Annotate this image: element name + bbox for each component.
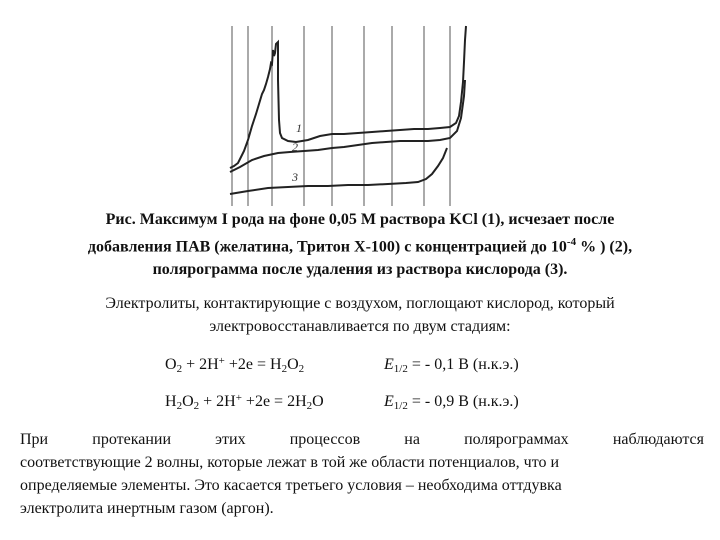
curve-label-3: 3 (292, 170, 298, 184)
potential-value: = - 0,1 В (н.к.э.) (407, 356, 519, 373)
intro-line: Электролиты, контактирующие с воздухом, поглощают кислород, который (105, 295, 615, 312)
reaction-subscript: 2 (193, 400, 200, 412)
caption-line: полярограмма после удаления из раствора кислорода (3). (152, 261, 568, 279)
polarogram-svg (228, 20, 472, 206)
reaction-text: O (182, 393, 194, 410)
reaction-text: + 2H (199, 393, 236, 410)
reaction-2 (165, 392, 324, 412)
reaction-subscript: 2 (176, 363, 183, 375)
reaction-subscript: 2 (298, 363, 305, 375)
intro-line: электровосстанавливается по двум стадиям: (209, 318, 511, 335)
potential-1 (384, 355, 519, 375)
figure-caption (10, 208, 710, 281)
closing-word: наблюдаются (612, 431, 704, 448)
caption-text: добавления ПАВ (желатина, Тритон Х-100) с концентрацией до 10 (87, 238, 567, 256)
potential-symbol: E (384, 393, 394, 410)
closing-word: полярограммах (464, 431, 569, 448)
closing-paragraph (20, 428, 704, 520)
closing-word: При (20, 431, 49, 448)
caption-line (10, 231, 710, 258)
reaction-subscript: 2 (281, 363, 288, 375)
reaction-text: + 2H (182, 356, 219, 373)
caption-line: Рис. Максимум I рода на фоне 0,05 М раствора KCl (1), исчезает после (105, 211, 615, 228)
reaction-text: +2e = H (224, 356, 282, 373)
closing-line: соответствующие 2 волны, которые лежат в той же области потенциалов, что и (20, 454, 560, 471)
reaction-1 (165, 355, 304, 375)
reaction-superscript: + (235, 392, 242, 404)
reaction-text: O (287, 356, 299, 373)
closing-word: процессов (289, 431, 361, 448)
closing-line: определяемые элементы. Это касается третьего условия – необходима оттдувка (20, 477, 562, 494)
potential-value: = - 0,9 В (н.к.э.) (407, 393, 519, 410)
curve-label-1: 1 (296, 121, 302, 135)
closing-line: электролита инертным газом (аргон). (20, 500, 274, 517)
reaction-subscript: 2 (306, 400, 313, 412)
intro-paragraph (30, 292, 690, 338)
polarogram-figure (228, 20, 472, 206)
reaction-subscript: 2 (176, 400, 183, 412)
reaction-text: O (165, 356, 177, 373)
reaction-text: O (312, 393, 324, 410)
potential-subscript: 1/2 (393, 400, 408, 412)
closing-line (20, 428, 704, 451)
closing-word: на (404, 431, 420, 448)
potential-subscript: 1/2 (393, 363, 408, 375)
figure-background (228, 20, 472, 206)
curve-label-2: 2 (292, 140, 298, 154)
caption-exponent: -4 (566, 236, 577, 248)
reaction-text: H (165, 393, 177, 410)
closing-word: этих (215, 431, 246, 448)
potential-2 (384, 392, 519, 412)
closing-word: протекании (92, 431, 172, 448)
reaction-superscript: + (218, 355, 225, 367)
caption-text: % ) (2), (576, 238, 633, 256)
reaction-text: +2e = 2H (241, 393, 307, 410)
potential-symbol: E (384, 356, 394, 373)
